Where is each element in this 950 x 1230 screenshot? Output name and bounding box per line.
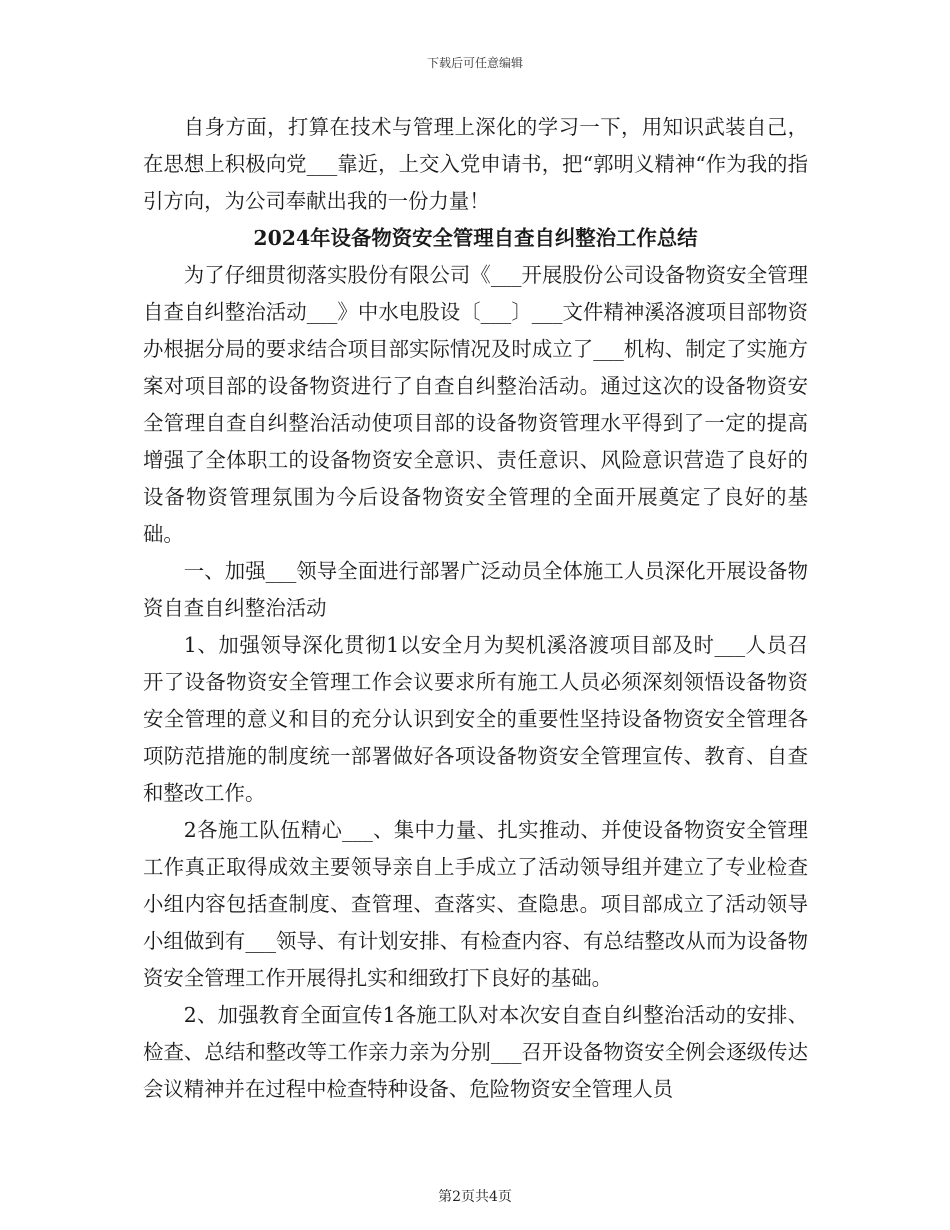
section-heading-1: 一、加强___领导全面进行部署广泛动员全体施工人员深化开展设备物资自查自纠整治活动 [143,559,808,620]
document-title: 2024年设备物资安全管理自查自纠整治工作总结 [253,226,698,250]
intro-paragraph: 自身方面，打算在技术与管理上深化的学习一下，用知识武装自己，在思想上积极向党___靠近，上交入党申请书，把“郭明义精神“作为我的指引方向，为公司奉献出我的一份力量！ [143,115,808,213]
header-note: 下载后可任意编辑 [426,56,523,70]
body-paragraph-4: 2、加强教育全面宣传1各施工队对本次安自查自纠整治活动的安排、检查、总结和整改等工作亲力亲为分别___召开设备物资安全例会逐级传达会议精神并在过程中检查特种设备、危险物资安全管理人员 [143,1003,808,1101]
body-paragraph-1: 为了仔细贯彻落实股份有限公司《___开展股份公司设备物资安全管理自查自纠整治活动___》中水电股设〔___〕___文件精神溪洛渡项目部物资办根据分局的要求结合项目部实际情况及时成立了___机构、制定了实施方案对项目部的设备物资进行了自查自纠整治活动。通过这次的设备物资安全管理自查自纠整治活动使项目部的设备物资管理水平得到了一定的提高增强了全体职工的设备物资安全意识、责任意识、风险意识营造了良好的设备物资管理氛围为今后设备物资安全管理的全面开展奠定了良好的基础。 [143,263,808,546]
body-paragraph-3: 2各施工队伍精心___、集中力量、扎实推动、并使设备物资安全管理工作真正取得成效主要领导亲自上手成立了活动领导组并建立了专业检查小组内容包括查制度、查管理、查落实、查隐患。项目部成立了活动领导小组做到有___领导、有计划安排、有检查内容、有总结整改从而为设备物资安全管理工作开展得扎实和细致打下良好的基础。 [143,818,808,990]
document-body [143,109,808,1108]
body-paragraph-2: 1、加强领导深化贯彻1以安全月为契机溪洛渡项目部及时___人员召开了设备物资安全管理工作会议要求所有施工人员必须深刻领悟设备物资安全管理的意义和目的充分认识到安全的重要性坚持设备物资安全管理各项防范措施的制度统一部署做好各项设备物资安全管理宣传、教育、自查和整改工作。 [143,633,808,805]
page-number: 第2页共4页 [438,1189,512,1205]
